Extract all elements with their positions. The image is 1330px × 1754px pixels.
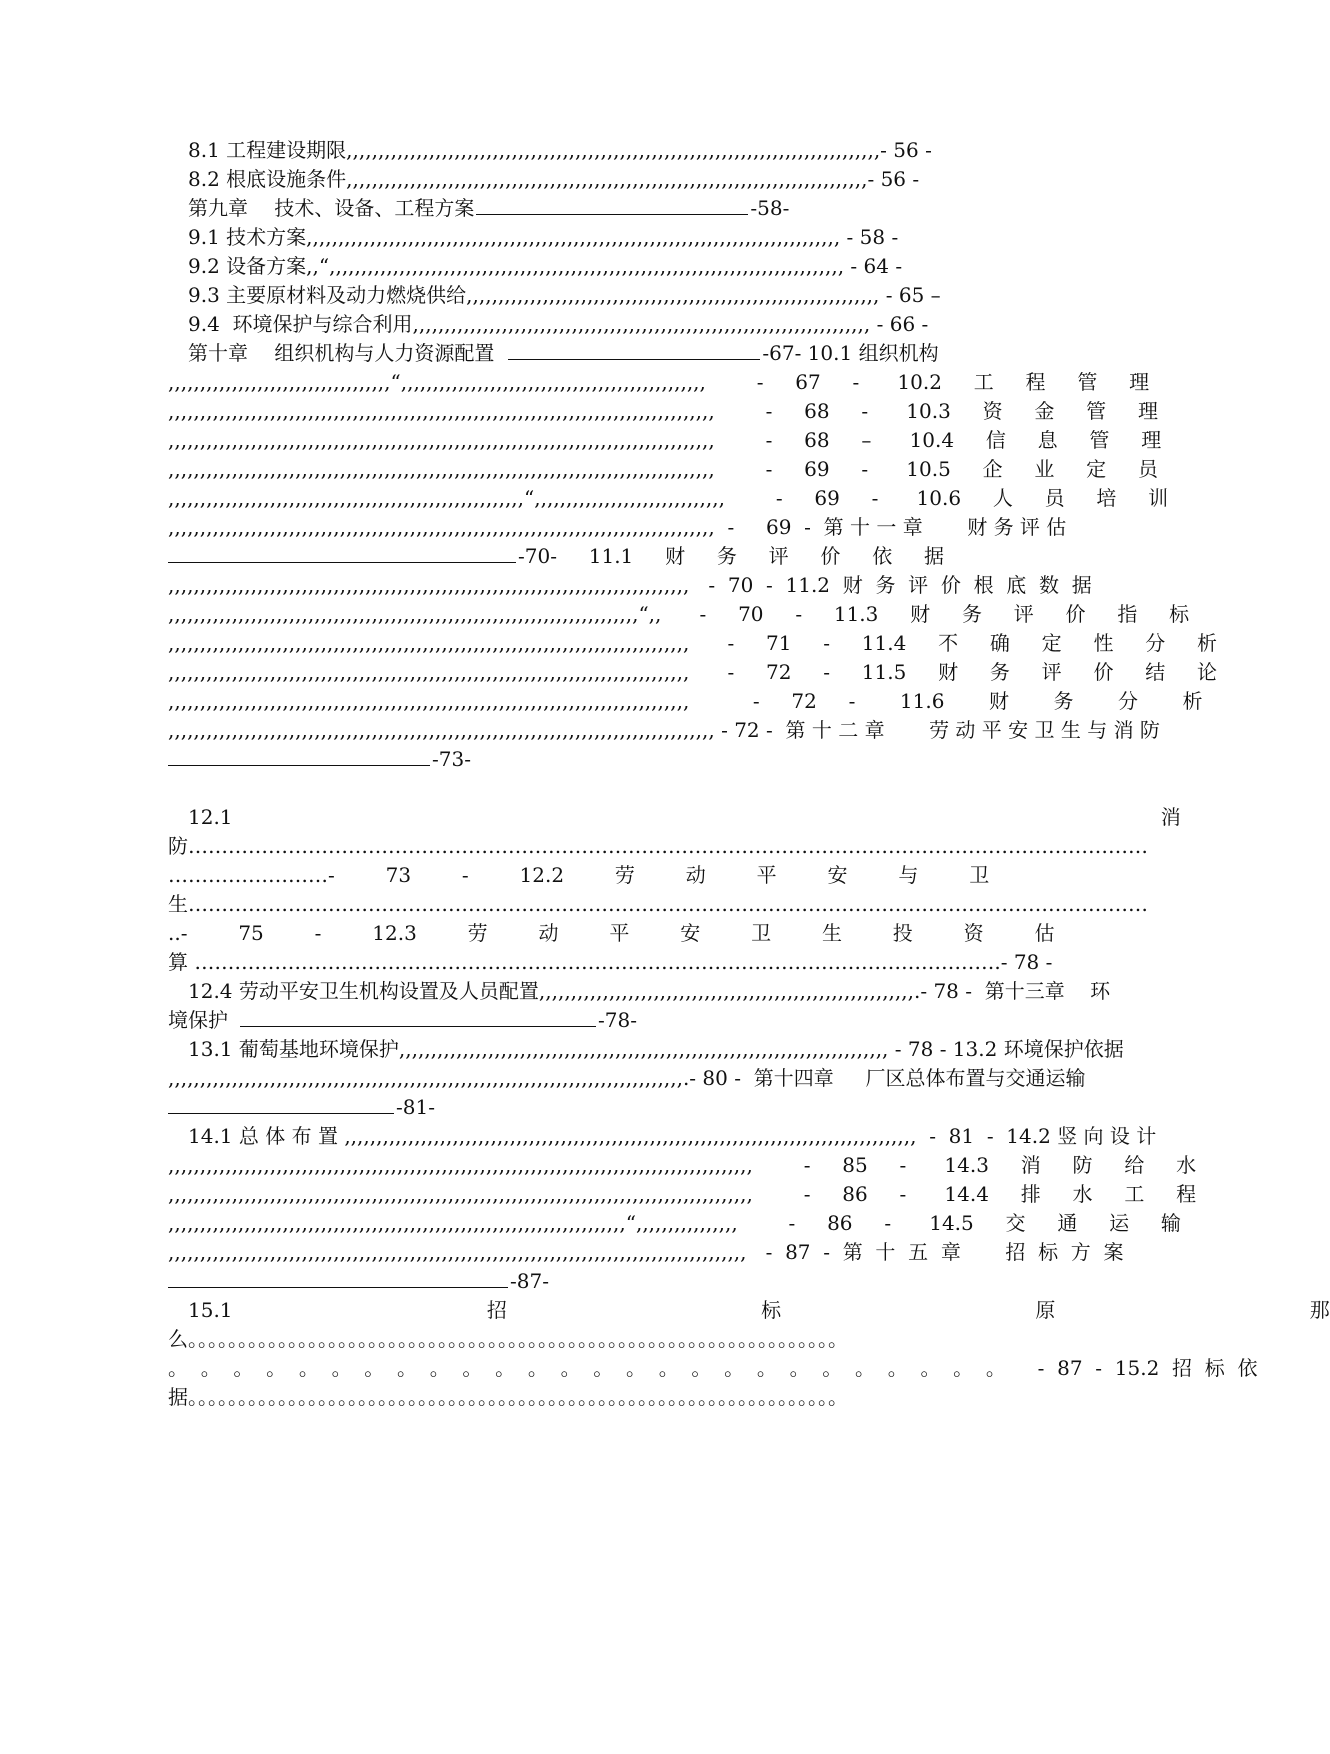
toc-line: 据。。。。。。。。。。。。。。。。。。。。。。。。。。。。。。。。。。。。。。。。。。。。。。。。。。。。。。。。。。。。。。。。。 bbox=[168, 1385, 848, 1409]
toc-line: ,,,,,,,,,,,,,,,,,,,,,,,,,,,,,,,,,,,,,,,,,,,,,,,,,,,,,,,,,,,,,,,,,,,,,,,,,,,,,,,,,,,,,,,,,,,, - 86 - 14.4 排 水 工 程 bbox=[168, 1182, 1197, 1206]
toc-line: 算 ………………………………………………………………………………………………………….- 78 - bbox=[168, 950, 1053, 974]
toc-entry-8-2: 8.2 根底设施条件,,,,,,,,,,,,,,,,,,,,,,,,,,,,,,,,,,,,,,,,,,,,,,,,,,,,,,,,,,,,,,,,,,,,,,,,,,,,,,,,,,- 56 - bbox=[188, 167, 920, 191]
toc-line-text: -70- 11.1 财 务 评 价 依 据 bbox=[518, 544, 945, 568]
toc-line: ,,,,,,,,,,,,,,,,,,,,,,,,,,,,,,,,,,,,,,,,,,,,,,,,,,,,,,,,,,,,,,,,,,,,,,,,,,,,,,,,,, - 72 - 11.6 财 务 分 析 bbox=[168, 689, 1203, 713]
toc-chapter-9-title: 第九章 技术、设备、工程方案 bbox=[188, 196, 475, 220]
toc-line: 生……………………………………………………………………………………………………………………………… bbox=[168, 892, 1148, 916]
toc-chapter-13-page: -78- bbox=[598, 1008, 637, 1032]
toc-line: ,,,,,,,,,,,,,,,,,,,,,,,,,,,,,,,,,,,,,,,,,,,,,,,,,,,,,,,,,,,,,,,,,,,,,,,,,,,,,,,,,,,,,,,,,,,, - 85 - 14.3 消 防 给 水 bbox=[168, 1153, 1197, 1177]
toc-rule bbox=[168, 745, 430, 766]
toc-line: 12.4 劳动平安卫生机构设置及人员配置,,,,,,,,,,,,,,,,,,,,,,,,,,,,,,,,,,,,,,,,,,,,,,,,,,,,,,,,,,,.- 78 - 第十三章 环 bbox=[188, 979, 1111, 1003]
toc-line: ,,,,,,,,,,,,,,,,,,,,,,,,,,,,,,,,,,,,,,,,,,,,,,,,,,,,,,,,,,,,,,,,,,,,,,,,“,,,,,,,,,,,,,,,, - 86 - 14.5 交 通 运 输 bbox=[168, 1211, 1181, 1235]
toc-rule bbox=[508, 339, 760, 360]
toc-entry-9-2: 9.2 设备方案,,“,,,,,,,,,,,,,,,,,,,,,,,,,,,,,,,,,,,,,,,,,,,,,,,,,,,,,,,,,,,,,,,,,,,,,,,,,,,,,,,,, - 64 - bbox=[188, 254, 903, 278]
toc-chapter-9-page: -58- bbox=[750, 196, 790, 220]
toc-rule bbox=[168, 1267, 508, 1288]
toc-rule bbox=[168, 1093, 394, 1114]
toc-rule bbox=[240, 1006, 596, 1027]
toc-chapter-10-title: 第十章 组织机构与人力资源配置 bbox=[188, 341, 495, 365]
toc-line: 么。。。。。。。。。。。。。。。。。。。。。。。。。。。。。。。。。。。。。。。。。。。。。。。。。。。。。。。。。。。。。。。。。 bbox=[168, 1327, 848, 1351]
toc-line: 15.1 招 标 原 那 bbox=[188, 1298, 1330, 1322]
toc-line: ,,,,,,,,,,,,,,,,,,,,,,,,,,,,,,,,,,,,,,,,,,,,,,,,,,,,,,,,,,,,,,,,,,,,,,,,,,,,,,,,,.- 80 - 第十四章 厂区总体布置与交通运输 bbox=[168, 1066, 1086, 1090]
toc-entry-9-1: 9.1 技术方案,,,,,,,,,,,,,,,,,,,,,,,,,,,,,,,,,,,,,,,,,,,,,,,,,,,,,,,,,,,,,,,,,,,,,,,,,,,,,,,,,,,, - 58 - bbox=[188, 225, 899, 249]
toc-entry-8-1: 8.1 工程建设期限,,,,,,,,,,,,,,,,,,,,,,,,,,,,,,,,,,,,,,,,,,,,,,,,,,,,,,,,,,,,,,,,,,,,,,,,,,,,,,,,,,,,- 56 - bbox=[188, 138, 932, 162]
toc-line: ,,,,,,,,,,,,,,,,,,,,,,,,,,,,,,,,,,,,,,,,,,,,,,,,,,,,,,,,,,,,,,,,,,,,,,,,,,,,,,,,,, - 70 - 11.2 财 务 评 价 根 底 数 据 bbox=[168, 573, 1092, 597]
toc-rule bbox=[476, 194, 748, 215]
toc-line: 14.1 总 体 布 置 ,,,,,,,,,,,,,,,,,,,,,,,,,,,,,,,,,,,,,,,,,,,,,,,,,,,,,,,,,,,,,,,,,,,,,,,,,,,,,,,,,,,,,,,,,, - 81 - 14.2 竖 向 设 计 bbox=[188, 1124, 1157, 1148]
toc-chapter-13-title: 境保护 bbox=[168, 1008, 228, 1032]
toc-rule bbox=[168, 542, 516, 563]
toc-line: ,,,,,,,,,,,,,,,,,,,,,,,,,,,,,,,,,,,,,,,,,,,,,,,,,,,,,,,,,,,,,,,,,,,,,,,,,,“,, - 70 - 11.3 财 务 评 价 指 标 bbox=[168, 602, 1190, 626]
toc-line: ,,,,,,,,,,,,,,,,,,,,,,,,,,,,,,,,,,,,,,,,,,,,,,,,,,,,,,,,,,,,,,,,,,,,,,,,,,,,,,,,,,,,,, - 69 - 10.5 企 业 定 员 bbox=[168, 457, 1158, 481]
toc-line: ,,,,,,,,,,,,,,,,,,,,,,,,,,,,,,,,,,,“,,,,,,,,,,,,,,,,,,,,,,,,,,,,,,,,,,,,,,,,,,,,,,,, - 67 - 10.2 工 程 管 理 bbox=[168, 370, 1150, 394]
toc-line: ,,,,,,,,,,,,,,,,,,,,,,,,,,,,,,,,,,,,,,,,,,,,,,,,,,,,,,,,,,,,,,,,,,,,,,,,,,,,,,,,,,,,,, - 68 - 10.3 资 金 管 理 bbox=[168, 399, 1158, 423]
toc-line: ,,,,,,,,,,,,,,,,,,,,,,,,,,,,,,,,,,,,,,,,,,,,,,,,,,,,,,,,,,,,,,,,,,,,,,,,,,,,,,,,,,,,,, - 69 - 第 十 一 章 财 务 评 估 bbox=[168, 515, 1067, 539]
toc-line: ..- 75 - 12.3 劳 动 平 安 卫 生 投 资 估 bbox=[168, 921, 1055, 945]
toc-line-text: -73- bbox=[432, 747, 471, 771]
toc-line: ,,,,,,,,,,,,,,,,,,,,,,,,,,,,,,,,,,,,,,,,,,,,,,,,,,,,,,,,,,,,,,,,,,,,,,,,,,,,,,,,,,,,,,,,,,, - 87 - 第 十 五 章 招 标 方 案 bbox=[168, 1240, 1124, 1264]
toc-line: 防……………………………………………………………………………………………………………………………… bbox=[168, 834, 1148, 858]
toc-line: ,,,,,,,,,,,,,,,,,,,,,,,,,,,,,,,,,,,,,,,,,,,,,,,,,,,,,,,,“,,,,,,,,,,,,,,,,,,,,,,,,,,,,,, - 69 - 10.6 人 员 培 训 bbox=[168, 486, 1169, 510]
toc-chapter-10-page: -67- 10.1 组织机构 bbox=[762, 341, 939, 365]
toc-entry-9-3: 9.3 主要原材料及动力燃烧供给,,,,,,,,,,,,,,,,,,,,,,,,,,,,,,,,,,,,,,,,,,,,,,,,,,,,,,,,,,,,,,,,, - 65 – bbox=[188, 283, 941, 307]
toc-line: ,,,,,,,,,,,,,,,,,,,,,,,,,,,,,,,,,,,,,,,,,,,,,,,,,,,,,,,,,,,,,,,,,,,,,,,,,,,,,,,,,, - 71 - 11.4 不 确 定 性 分 析 bbox=[168, 631, 1218, 655]
toc-line: 。 。 。 。 。 。 。 。 。 。 。 。 。 。 。 。 。 。 。 。 。 。 。 。 。 。 - 87 - 15.2 招 标 依 bbox=[168, 1356, 1258, 1380]
toc-line-text: -81- bbox=[396, 1095, 435, 1119]
toc-entry-9-4: 9.4 环境保护与综合利用,,,,,,,,,,,,,,,,,,,,,,,,,,,,,,,,,,,,,,,,,,,,,,,,,,,,,,,,,,,,,,,,,,,,,,,, - 66 - bbox=[188, 312, 929, 336]
toc-line: 12.1 消 bbox=[188, 805, 1181, 829]
toc-line: ……………………- 73 - 12.2 劳 动 平 安 与 卫 bbox=[168, 863, 990, 887]
toc-line: ,,,,,,,,,,,,,,,,,,,,,,,,,,,,,,,,,,,,,,,,,,,,,,,,,,,,,,,,,,,,,,,,,,,,,,,,,,,,,,,,,,,,,, - 72 - 第 十 二 章 劳 动 平 安 卫 生 与 消 防 bbox=[168, 718, 1160, 742]
toc-line bbox=[168, 743, 1056, 776]
toc-line-text: -87- bbox=[510, 1269, 549, 1293]
toc-line: ,,,,,,,,,,,,,,,,,,,,,,,,,,,,,,,,,,,,,,,,,,,,,,,,,,,,,,,,,,,,,,,,,,,,,,,,,,,,,,,,,,,,,, - 68 – 10.4 信 息 管 理 bbox=[168, 428, 1162, 452]
toc-line: 13.1 葡萄基地环境保护,,,,,,,,,,,,,,,,,,,,,,,,,,,,,,,,,,,,,,,,,,,,,,,,,,,,,,,,,,,,,,,,,,,,,,,,,,,,, - 78 - 13.2 环境保护依据 bbox=[188, 1037, 1124, 1061]
toc-line: ,,,,,,,,,,,,,,,,,,,,,,,,,,,,,,,,,,,,,,,,,,,,,,,,,,,,,,,,,,,,,,,,,,,,,,,,,,,,,,,,,, - 72 - 11.5 财 务 评 价 结 论 bbox=[168, 660, 1218, 684]
